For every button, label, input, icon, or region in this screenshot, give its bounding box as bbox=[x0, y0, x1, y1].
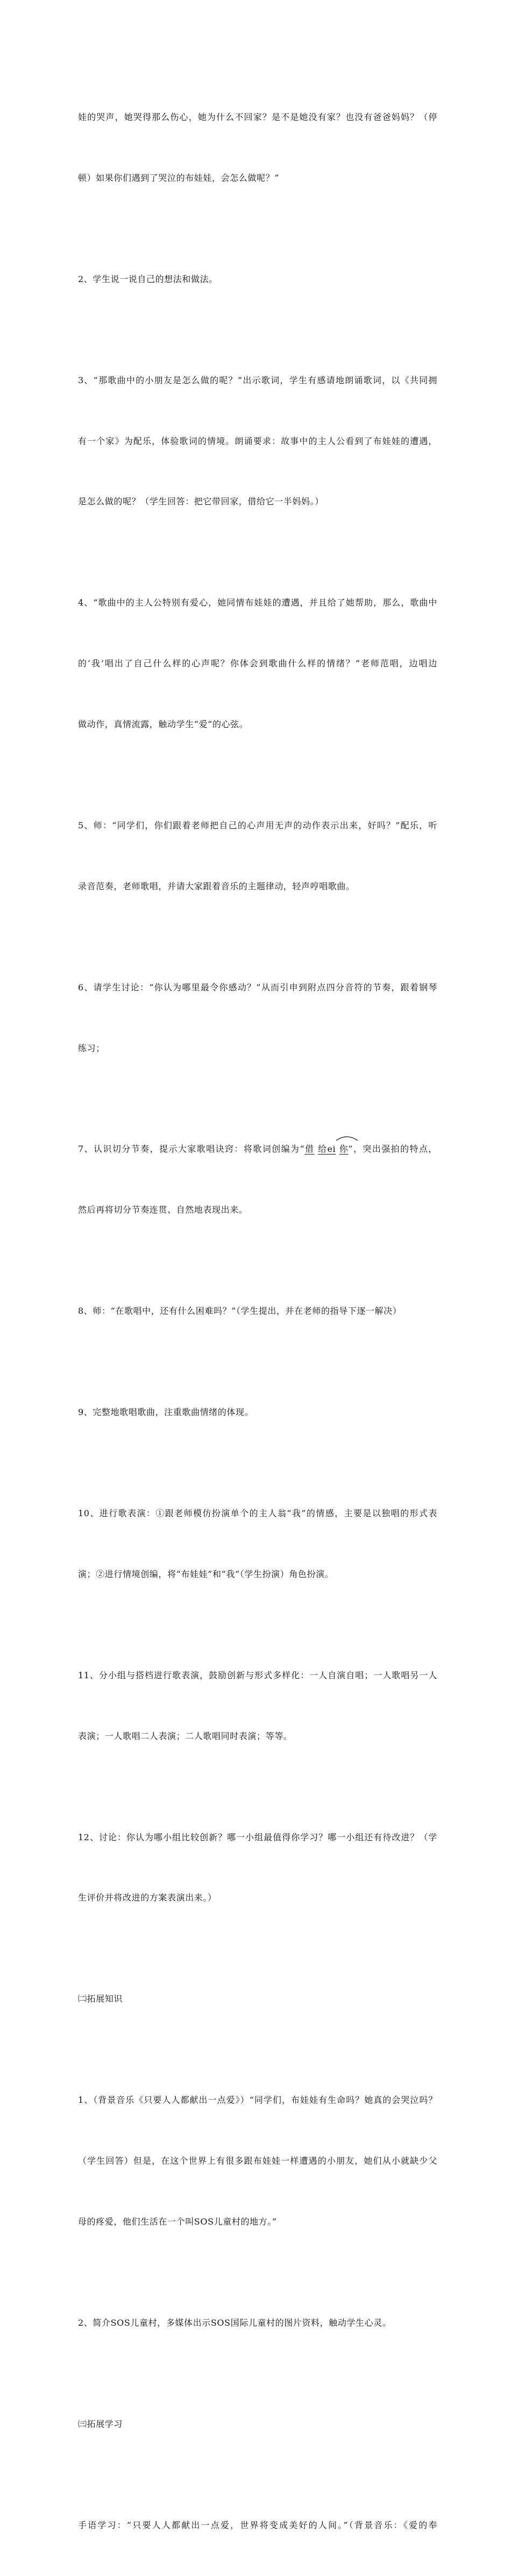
text-line: 4、“歌曲中的主人公特别有爱心，她同情布娃娃的遭遇，并且给了她帮助，那么，歌曲中 bbox=[78, 597, 437, 608]
heading-text: ㈢拓展学习 bbox=[78, 2418, 123, 2429]
paragraph bbox=[78, 1625, 437, 1787]
text-segment: 7、认识切分节奏，提示大家歌唱诀窍：将歌词创编为“ bbox=[78, 1144, 305, 1155]
text-line: 录音范奏，老师歌唱，并请大家跟着音乐的主题律动，轻声哼唱歌曲。 bbox=[78, 881, 355, 891]
text-line: 2、简介SOS儿童村，多媒体出示SOS国际儿童村的图片资料，触动学生心灵。 bbox=[78, 2317, 392, 2328]
text-line: 是怎么做的呢？（学生回答：把它带回家，借给它一半妈妈。） bbox=[78, 496, 324, 507]
paragraph bbox=[78, 1362, 437, 1463]
text-line: 6、请学生讨论：“你认为哪里最令你感动？”从而引申到附点四分音符的节奏，跟着钢琴 bbox=[78, 982, 437, 993]
paragraph bbox=[78, 2475, 437, 2576]
text-line: 1、（背景音乐《只要人人都献出一点爱》）“同学们，布娃娃有生命吗？她真的会哭泣吗？ bbox=[78, 2095, 437, 2106]
text-line: 手语学习：“只要人人都献出一点爱，世界将变成美好的人间。”（背景音乐：《爱的奉 bbox=[78, 2519, 437, 2530]
section-heading bbox=[78, 2374, 437, 2475]
paragraph bbox=[78, 552, 437, 775]
text-line: 的‘我’唱出了自己什么样的心声呢？你体会到歌曲什么样的情绪？”老师范唱，边唱边 bbox=[78, 658, 437, 669]
paragraph bbox=[78, 2050, 437, 2272]
text-line: 做动作，真情流露，触动学生“爱”的心弦。 bbox=[78, 719, 249, 729]
text-line: 然后再将切分节奏连贯、自然地表现出来。 bbox=[78, 1205, 248, 1215]
paragraph bbox=[78, 229, 437, 330]
text-line: 表演；一人歌唱二人表演；二人歌唱同时表演；等等。 bbox=[78, 1730, 293, 1741]
text-line: 2、学生说一说自己的想法和做法。 bbox=[78, 273, 218, 284]
text-line: 11、分小组与搭档进行歌表演，鼓励创新与形式多样化：一人自演自唱；一人歌唱另一人 bbox=[78, 1670, 437, 1680]
text-line: 顿）如果你们遇到了哭泣的布娃娃，会怎么做呢？” bbox=[78, 172, 279, 183]
tie-arc-icon bbox=[335, 1135, 359, 1141]
paragraph bbox=[78, 330, 437, 553]
heading-text: ㈡拓展知识 bbox=[78, 1994, 123, 2004]
text-line: 练习； bbox=[78, 1043, 105, 1053]
lyric-word bbox=[339, 1139, 349, 1159]
text-line: 生评价并将改进的方案表演出来。） bbox=[78, 1892, 217, 1903]
text-line: 演；②进行情境创编，将“布娃娃”和“我”（学生扮演）角色扮演。 bbox=[78, 1568, 334, 1579]
paragraph bbox=[78, 1463, 437, 1625]
text-line: 3、“那歌曲中的小朋友是怎么做的呢？”出示歌词，学生有感请地朗诵歌词，以《共同拥 bbox=[78, 375, 437, 385]
lesson-plan-body bbox=[78, 67, 437, 2576]
text-line: 有一个家》为配乐，体验歌词的情境。朗诵要求：故事中的主人公看到了布娃娃的遭遇， bbox=[78, 435, 437, 446]
lyric-word: 给ei bbox=[318, 1144, 336, 1155]
paragraph bbox=[78, 937, 437, 1099]
lyric-word: 借 bbox=[304, 1144, 315, 1155]
text-line: 8、师：“在歌唱中，还有什么困难吗？”（学生提出，并在老师的指导下逐一解决） bbox=[78, 1306, 402, 1317]
text-line bbox=[78, 1139, 437, 1159]
text-line: 10、进行歌表演：①跟老师模仿扮演单个的主人翁“我”的情感，主要是以独唱的形式表 bbox=[78, 1508, 437, 1519]
text-line: （学生回答）但是，在这个世界上有很多跟布娃娃一样遭遇的小朋友，她们从小就缺少父 bbox=[78, 2156, 437, 2166]
paragraph bbox=[78, 1261, 437, 1362]
text-line: 9、完整地歌唱歌曲，注重歌曲情绪的体现。 bbox=[78, 1407, 254, 1418]
paragraph bbox=[78, 2272, 437, 2374]
paragraph bbox=[78, 775, 437, 937]
paragraph-syncopation bbox=[78, 1099, 437, 1261]
text-line: 5、师：“同学们，你们跟着老师把自己的心声用无声的动作表示出来，好吗？”配乐，听 bbox=[78, 820, 437, 830]
text-segment: ”，突出强拍的特点， bbox=[348, 1144, 437, 1155]
section-heading bbox=[78, 1948, 437, 2050]
lyric-word-text: 你 bbox=[339, 1144, 349, 1155]
paragraph bbox=[78, 1786, 437, 1948]
text-line: 12、讨论：你认为哪小组比较创新？哪一小组最值得你学习？哪一小组还有待改进？（学 bbox=[78, 1832, 437, 1842]
text-line: 娃的哭声，她哭得那么伤心，她为什么不回家？是不是她没有家？也没有爸爸妈妈？（停 bbox=[78, 112, 437, 123]
paragraph bbox=[78, 67, 437, 229]
text-line: 母的疼爱，他们生活在一个叫SOS儿童村的地方。” bbox=[78, 2216, 277, 2227]
